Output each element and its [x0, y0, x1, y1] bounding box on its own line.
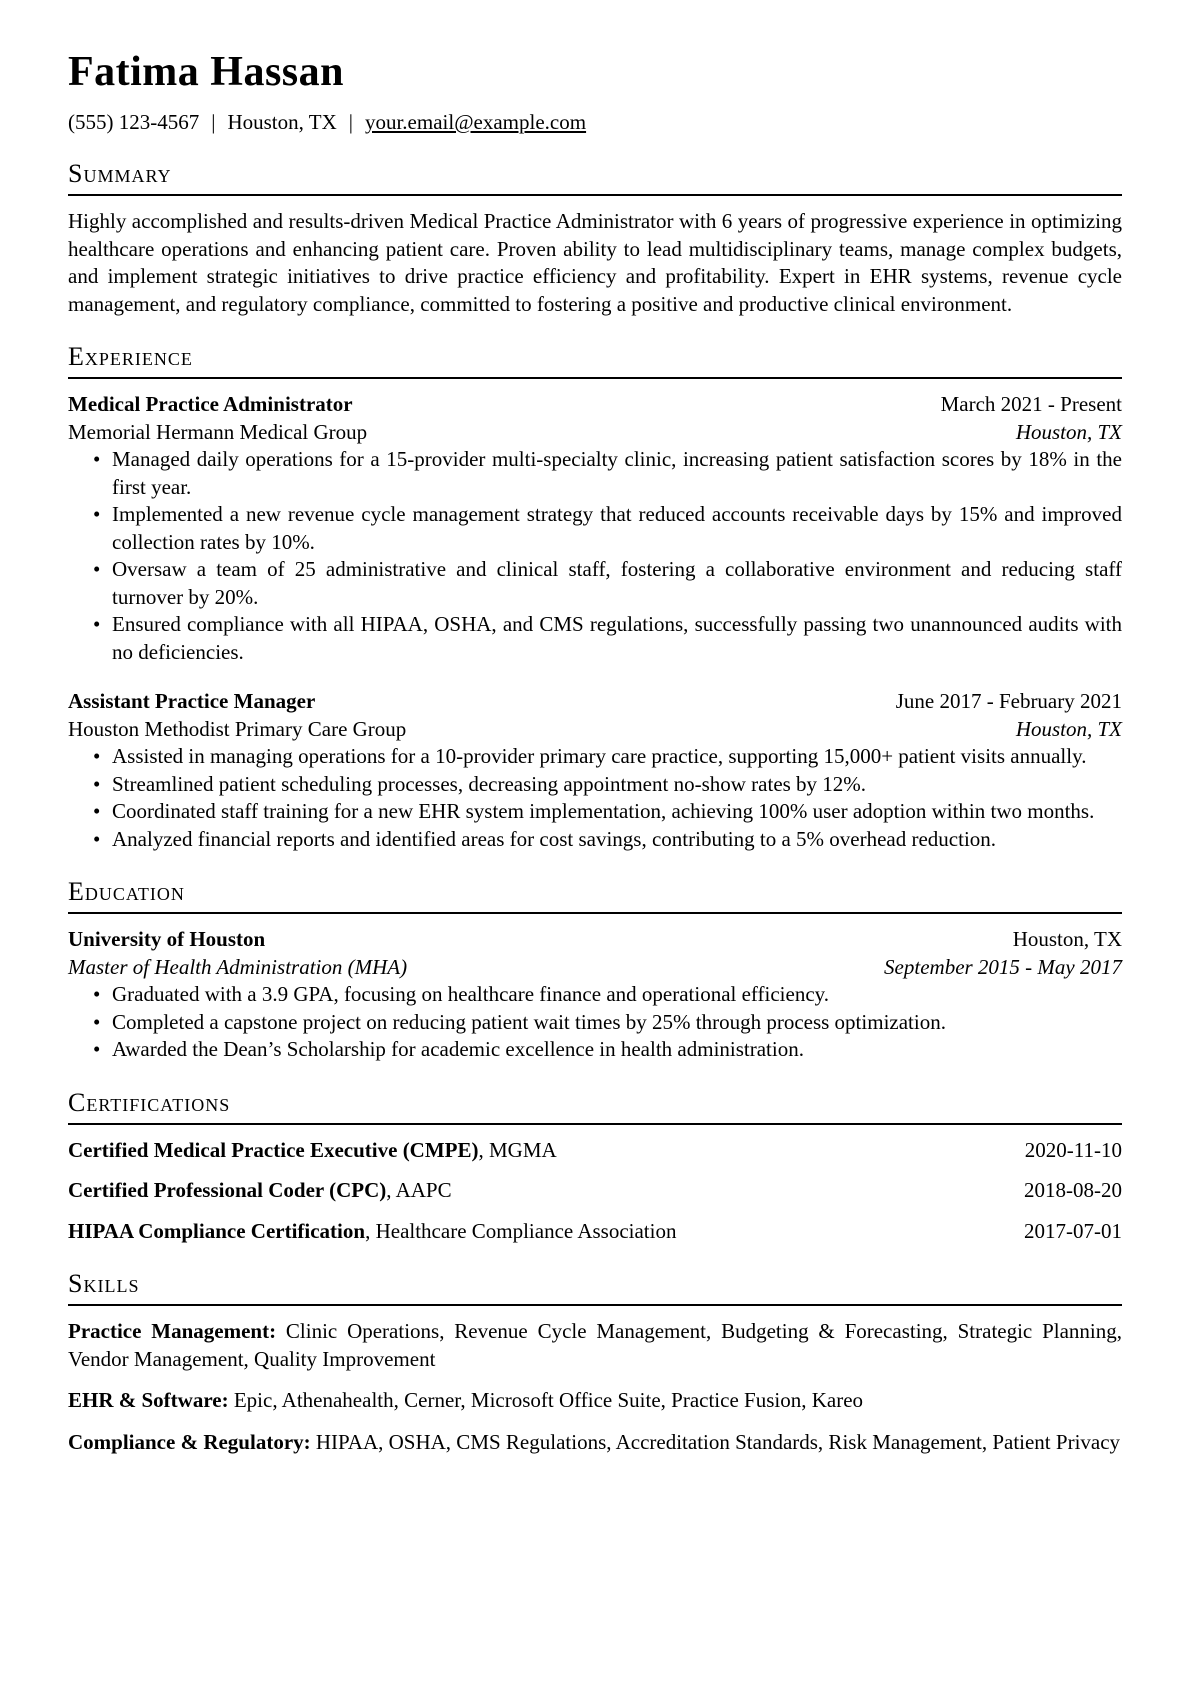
experience-entry: [68, 688, 1122, 853]
job-bullet: • Analyzed financial reports and identified areas for cost savings, contributing to a 5% overhead reduction.: [112, 826, 1122, 854]
job-bullet-list: [68, 446, 1122, 666]
degree-name: Master of Health Administration (MHA): [68, 954, 408, 979]
certifications-section-title: Certifications: [68, 1088, 1122, 1125]
section-certifications: [68, 1088, 1122, 1246]
education-bullet: • Awarded the Dean’s Scholarship for academic excellence in health administration.: [112, 1036, 1122, 1064]
certification-name: Certified Medical Practice Executive (CMPE): [68, 1137, 479, 1162]
skill-category-label: Practice Management:: [68, 1319, 277, 1343]
job-location: Houston, TX: [1015, 716, 1122, 741]
job-location: Houston, TX: [1015, 419, 1122, 444]
certification-name: HIPAA Compliance Certification: [68, 1218, 366, 1243]
certification-label: [68, 1137, 557, 1165]
certification-separator: ,: [365, 1218, 376, 1243]
job-bullet-list: [68, 743, 1122, 853]
skill-group: [68, 1318, 1122, 1373]
job-bullet: • Streamlined patient scheduling processes, decreasing appointment no-show rates by 12%.: [112, 771, 1122, 799]
certification-org: Healthcare Compliance Association: [375, 1218, 677, 1243]
job-bullet: • Coordinated staff training for a new EHR system implementation, achieving 100% user adoption within two months.: [112, 798, 1122, 826]
skill-category-label: EHR & Software:: [68, 1388, 229, 1412]
job-bullet: • Assisted in managing operations for a 10-provider primary care practice, supporting 15,000+ patient visits annually.: [112, 743, 1122, 771]
job-bullet: • Ensured compliance with all HIPAA, OSHA, and CMS regulations, successfully passing two unannounced audits with no deficiencies.: [112, 611, 1122, 666]
summary-section-title: Summary: [68, 159, 1122, 196]
certification-label: [68, 1177, 452, 1205]
education-bullet: • Graduated with a 3.9 GPA, focusing on healthcare finance and operational efficiency.: [112, 981, 1122, 1009]
person-name: Fatima Hassan: [68, 49, 345, 95]
certification-name: Certified Professional Coder (CPC): [68, 1178, 387, 1202]
experience-entry: [68, 391, 1122, 666]
section-skills: [68, 1269, 1122, 1456]
certification-label: [68, 1218, 676, 1246]
phone-number: (555) 123-4567: [68, 110, 200, 134]
skills-section-title: Skills: [68, 1269, 1122, 1306]
contact-line: [68, 110, 1122, 135]
skill-category-values: Epic, Athenahealth, Cerner, Microsoft Office Suite, Practice Fusion, Kareo: [233, 1388, 864, 1412]
certification-org: AAPC: [395, 1178, 452, 1202]
contact-separator: |: [348, 110, 353, 134]
job-bullet: • Oversaw a team of 25 administrative and clinical staff, fostering a collaborative environment and reducing staff turnover by 20%.: [112, 556, 1122, 611]
job-title: Assistant Practice Manager: [68, 689, 316, 713]
section-education: [68, 877, 1122, 1064]
education-bullet: • Completed a capstone project on reducing patient wait times by 25% through process optimization.: [112, 1009, 1122, 1037]
email-link[interactable]: your.email@example.com: [364, 110, 587, 134]
job-company: Memorial Hermann Medical Group: [68, 419, 368, 444]
skill-category-label: Compliance & Regulatory:: [68, 1429, 311, 1454]
certification-row: [68, 1218, 1122, 1246]
summary-text: Highly accomplished and results-driven Medical Practice Administrator with 6 years of progressive experience in optimizing healthcare operations and enhancing patient care. Proven ability to lead multidisciplinary teams, manage complex budgets, and implement strategic initiatives to drive practice efficiency and profitability. Expert in EHR systems, revenue cycle management, and regulatory compliance, committed to fostering a positive and productive clinical environment.: [68, 209, 1122, 316]
job-bullet: • Managed daily operations for a 15-provider multi-specialty clinic, increasing patient satisfaction scores by 18% in the first year.: [112, 446, 1122, 501]
contact-location: Houston, TX: [227, 110, 337, 134]
certification-date: 2020-11-10: [1024, 1137, 1122, 1162]
section-experience: [68, 342, 1122, 853]
job-dates: June 2017 - February 2021: [895, 689, 1122, 713]
experience-section-title: Experience: [68, 342, 1122, 379]
certification-row: [68, 1177, 1122, 1205]
skill-category-values: Clinic Operations, Revenue Cycle Management, Budgeting & Forecasting, Strategic Planning, Vendor Management, Quality Improvement: [68, 1319, 1122, 1371]
school-name: University of Houston: [68, 927, 266, 951]
skill-group: [68, 1387, 1122, 1415]
education-entry: [68, 926, 1122, 1064]
certification-date: 2017-07-01: [1024, 1218, 1122, 1243]
certification-row: [68, 1137, 1122, 1165]
education-bullet-list: [68, 981, 1122, 1064]
section-summary: [68, 159, 1122, 318]
certification-separator: ,: [386, 1178, 396, 1202]
job-dates: March 2021 - Present: [940, 392, 1122, 416]
certification-org: MGMA: [489, 1137, 557, 1162]
school-location: Houston, TX: [1012, 927, 1122, 951]
skill-group: [68, 1429, 1122, 1457]
resume-header: [68, 48, 1122, 135]
job-company: Houston Methodist Primary Care Group: [68, 716, 407, 741]
job-title: Medical Practice Administrator: [68, 392, 353, 416]
education-section-title: Education: [68, 877, 1122, 914]
school-dates: September 2015 - May 2017: [884, 954, 1122, 979]
certification-separator: ,: [478, 1137, 489, 1162]
contact-separator: |: [211, 110, 216, 134]
skill-category-values: HIPAA, OSHA, CMS Regulations, Accreditation Standards, Risk Management, Patient Privacy: [315, 1429, 1121, 1454]
certification-date: 2018-08-20: [1024, 1178, 1122, 1202]
job-bullet: • Implemented a new revenue cycle management strategy that reduced accounts receivable days by 15% and improved collection rates by 10%.: [112, 501, 1122, 556]
